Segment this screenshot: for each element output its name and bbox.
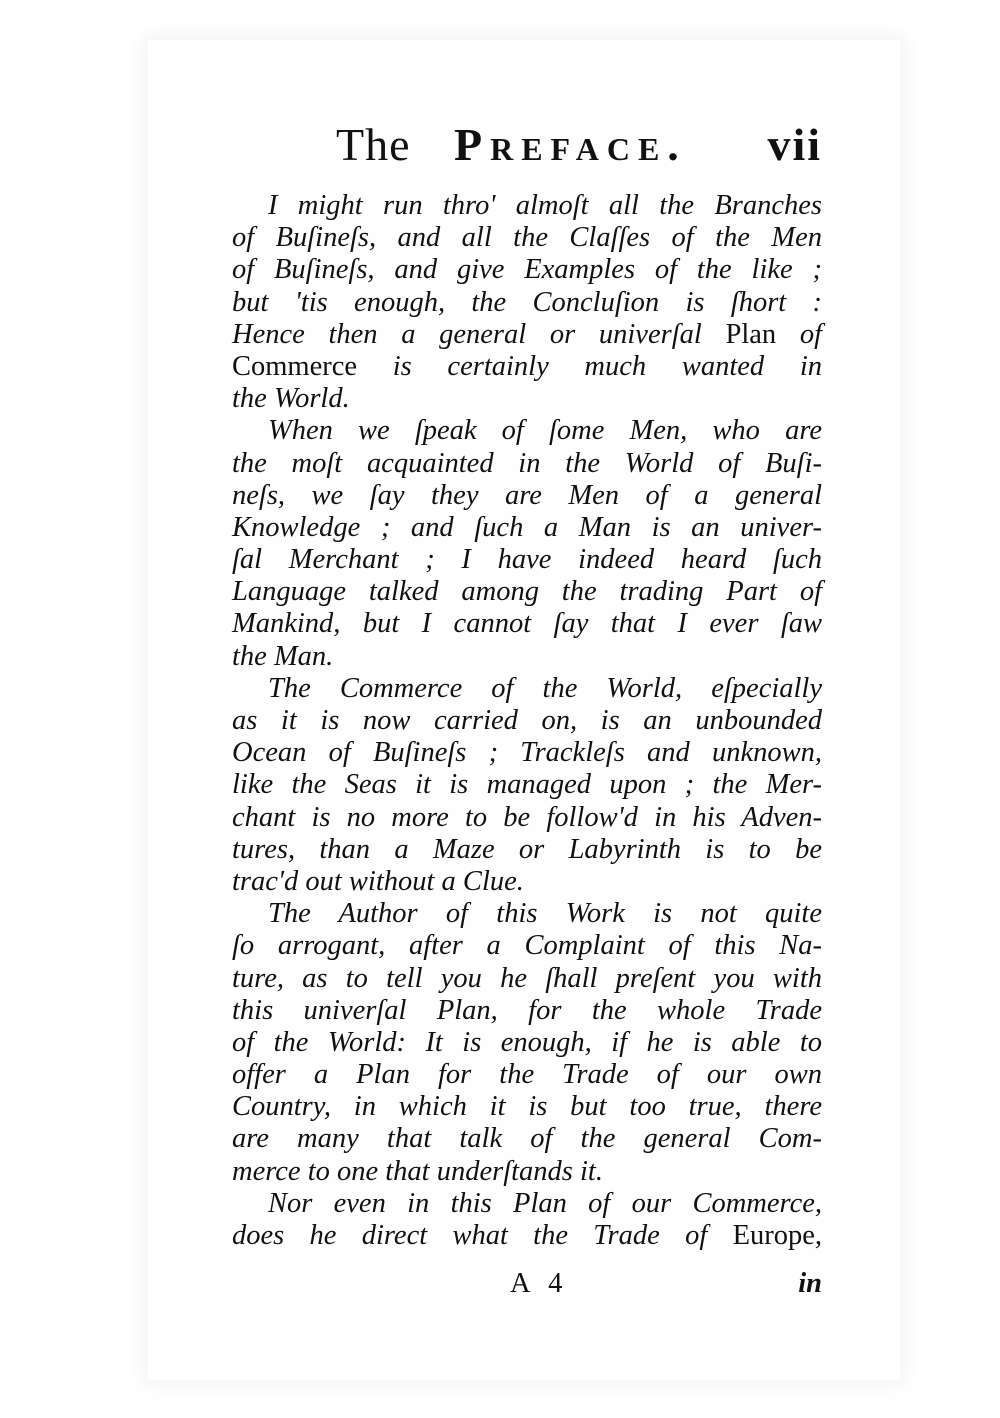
roman-fragment: Europe, [732, 1220, 822, 1251]
text-line [232, 319, 822, 351]
roman-fragment: Commerce [232, 350, 358, 382]
page-number: vii [767, 119, 822, 170]
text-line: of the World: It is enough, if he is able to [232, 1026, 822, 1058]
text-line: The Commerce of the World, eſpecially [268, 672, 822, 704]
text-line: tures, than a Maze or Labyrinth is to be [232, 833, 822, 865]
header-the: The [336, 119, 411, 170]
text-line: Language talked among the trading Part of [232, 576, 822, 608]
text-line: Ocean of Buſineſs ; Trackleſs and unknown, [232, 737, 822, 769]
text-line [232, 351, 822, 383]
text-line: of Buſineſs, and give Examples of the like ; [232, 254, 822, 286]
text-fragment: Hence then a general or univerſal [232, 318, 726, 350]
text-fragment: does he direct what the Trade of [232, 1220, 733, 1251]
text-line: ſo arrogant, after a Complaint of this Na- [232, 930, 822, 962]
text-line: are many that talk of the general Com- [232, 1123, 822, 1155]
text-line: ſal Merchant ; I have indeed heard ſuch [232, 544, 822, 576]
text-line: Mankind, but I cannot ſay that I ever ſaw [232, 608, 822, 640]
text-line: ture, as to tell you he ſhall preſent you with [232, 962, 822, 994]
signature-mark: A 4 [510, 1268, 569, 1299]
text-line: as it is now carried on, is an unbounded [232, 705, 822, 736]
text-line: like the Seas it is managed upon ; the Mer- [232, 769, 822, 801]
running-header [232, 118, 822, 178]
text-line: this univerſal Plan, for the whole Trade [232, 994, 822, 1026]
body-text [232, 190, 822, 1252]
text-line: Knowledge ; and ſuch a Man is an univer- [232, 511, 822, 543]
text-line: The Author of this Work is not quite [268, 898, 822, 930]
text-line: When we ſpeak of ſome Men, who are [268, 415, 822, 447]
page-footer [232, 1268, 822, 1304]
text-line: the Man. [232, 640, 334, 672]
roman-fragment: Plan [725, 318, 777, 350]
text-line: chant is no more to be follow'd in his Adven- [232, 801, 822, 833]
text-line: trac'd out without a Clue. [232, 865, 524, 897]
text-line: merce to one that underſtands it. [232, 1155, 603, 1187]
text-line [232, 1220, 822, 1252]
text-line: Country, in which it is but too true, there [232, 1091, 822, 1123]
catchword: in [798, 1268, 822, 1299]
text-line: neſs, we ſay they are Men of a general [232, 479, 822, 511]
text-line: the moſt acquainted in the World of Buſi- [232, 447, 822, 479]
text-line: offer a Plan for the Trade of our own [232, 1059, 822, 1091]
text-line: of Buſineſs, and all the Claſſes of the Men [232, 222, 822, 254]
text-line: the World. [232, 383, 350, 415]
header-title: Preface. [454, 119, 687, 170]
text-fragment: of [776, 318, 822, 350]
text-line: Nor even in this Plan of our Commerce, [268, 1187, 822, 1219]
text-fragment: is certainly much wanted in [357, 350, 822, 382]
text-line: but 'tis enough, the Concluſion is ſhort : [232, 286, 822, 318]
text-line: I might run thro' almoſt all the Branches [268, 190, 822, 221]
